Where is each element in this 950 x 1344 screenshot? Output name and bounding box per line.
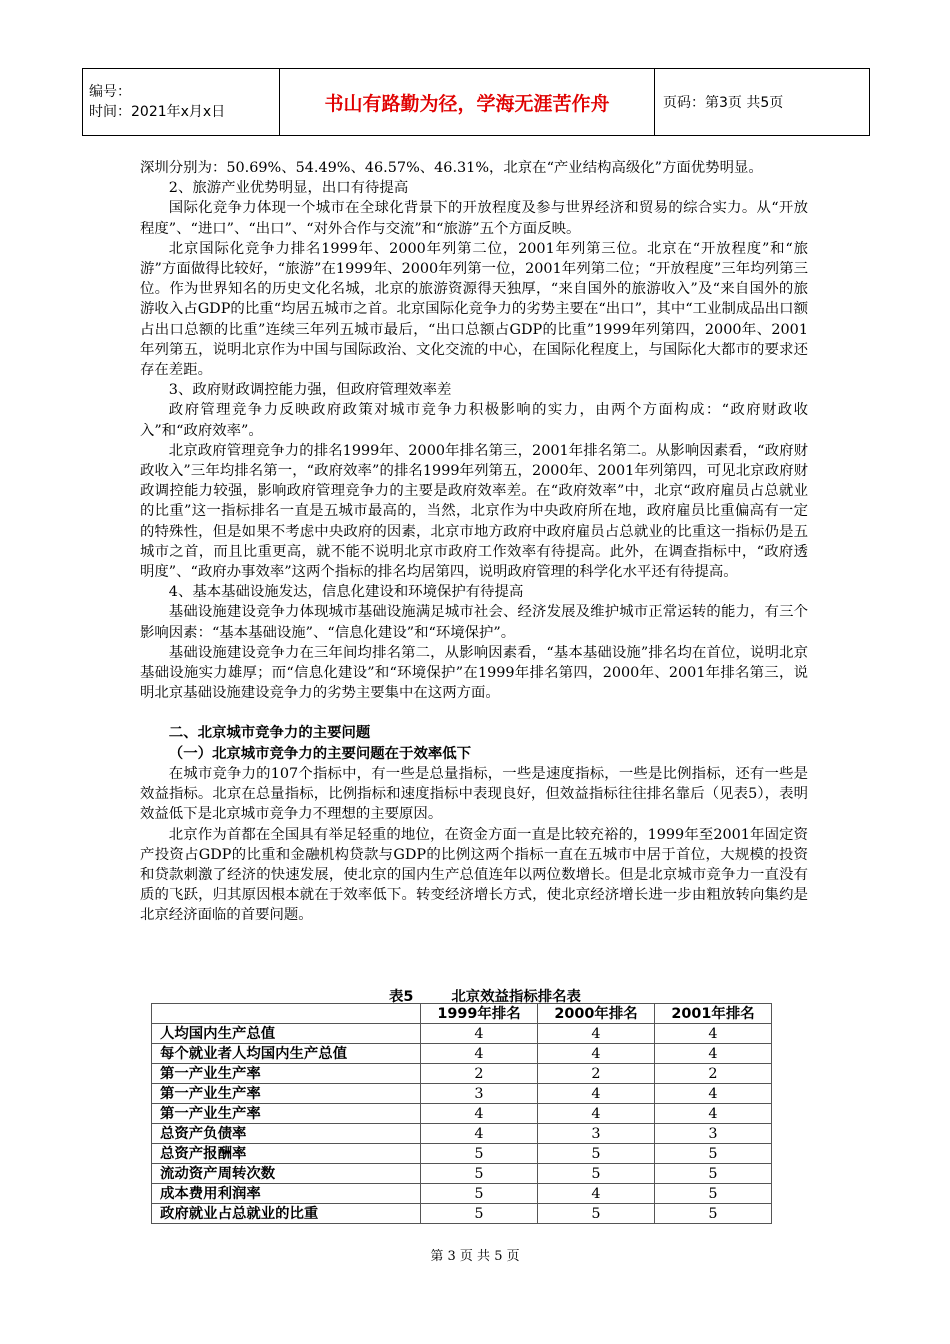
- rank-cell: 2: [538, 1064, 655, 1084]
- subsection-heading: （一）北京城市竞争力的主要问题在于效率低下: [168, 745, 472, 762]
- rank-cell: 5: [655, 1144, 772, 1164]
- header-time: 时间：2021年x月x日: [89, 104, 226, 120]
- row-label: 第一产业生产率: [152, 1104, 421, 1124]
- row-label: 总资产报酬率: [152, 1144, 421, 1164]
- rank-cell: 5: [421, 1184, 538, 1204]
- table-row: [152, 1144, 772, 1164]
- rank-cell: 4: [538, 1184, 655, 1204]
- row-label: 人均国内生产总值: [152, 1024, 421, 1044]
- efficiency-ranking-table: [151, 1003, 772, 1224]
- paragraph: 2、旅游产业优势明显，出口有待提高: [168, 180, 409, 197]
- paragraph: 3、政府财政调控能力强，但政府管理效率差: [168, 382, 452, 399]
- rank-cell: 5: [538, 1164, 655, 1184]
- table-title: 北京效益指标排名表: [451, 989, 581, 1005]
- row-label: 第一产业生产率: [152, 1084, 421, 1104]
- rank-cell: 3: [655, 1124, 772, 1144]
- rank-cell: 4: [421, 1104, 538, 1124]
- paragraph: 北京国际化竞争力排名1999年、2000年列第二位，2001年列第三位。北京在“开放程度”和“旅游”方面做得比较好，“旅游”在1999年、2000年列第一位，2001年列第二位；“开放程度”三年均列第三位。作为世界知名的历史文化名城，北京的旅游资源得天独厚，“来自国外的旅游收入”及“来自国外的旅游收入占GDP的比重“均居五城市之首。北京国际化竞争力的劣势主要在“出口”，其中“工业制成品出口额占出口总额的比重”连续三年列五城市最后，“出口总额占GDP的比重”1999年列第四，2000年、2001年列第五，说明北京作为中国与国际政治、文化交流的中心，在国际化程度上，与国际化大都市的要求还存在差距。: [140, 240, 808, 379]
- row-label: 第一产业生产率: [152, 1064, 421, 1084]
- table-row: [152, 1064, 772, 1084]
- table-row: [152, 1184, 772, 1204]
- rank-cell: 4: [538, 1084, 655, 1104]
- rank-cell: 2: [421, 1064, 538, 1084]
- rank-cell: 4: [421, 1124, 538, 1144]
- rank-cell: 4: [538, 1024, 655, 1044]
- table-row: [152, 1204, 772, 1224]
- rank-cell: 5: [655, 1184, 772, 1204]
- paragraph: 国际化竞争力体现一个城市在全球化背景下的开放程度及参与世界经济和贸易的综合实力。从“开放程度”、“进口”、“出口”、“对外合作与交流”和“旅游”五个方面反映。: [140, 200, 808, 237]
- rank-cell: 4: [421, 1044, 538, 1064]
- rank-cell: 4: [655, 1084, 772, 1104]
- row-label: 总资产负债率: [152, 1124, 421, 1144]
- document-body: [140, 158, 808, 926]
- table-row: [152, 1104, 772, 1124]
- header-page-info: 页码：第3页 共5页: [655, 69, 870, 136]
- rank-cell: 4: [538, 1044, 655, 1064]
- table-row: [152, 1084, 772, 1104]
- table-row: [152, 1044, 772, 1064]
- rank-cell: 3: [421, 1084, 538, 1104]
- section-heading: 二、北京城市竞争力的主要问题: [168, 725, 371, 742]
- rank-cell: 4: [421, 1024, 538, 1044]
- header-motto: 书山有路勤为径，学海无涯苦作舟: [280, 69, 655, 136]
- rank-cell: 4: [655, 1104, 772, 1124]
- rank-cell: 5: [421, 1204, 538, 1224]
- paragraph: 基础设施建设竞争力在三年间均排名第二，从影响因素看，“基本基础设施”排名均在首位，说明北京基础设施实力雄厚；而“信息化建设”和“环境保护”在1999年排名第四，2000年、2001年排名第三，说明北京基础设施建设竞争力的劣势主要集中在这两方面。: [140, 644, 808, 702]
- page-footer: 第 3 页 共 5 页: [430, 1249, 520, 1264]
- rank-cell: 4: [655, 1044, 772, 1064]
- row-label: 每个就业者人均国内生产总值: [152, 1044, 421, 1064]
- table-header-cell: 2000年排名: [538, 1004, 655, 1024]
- header-meta: [83, 69, 280, 136]
- rank-cell: 5: [538, 1204, 655, 1224]
- paragraph: 在城市竞争力的107个指标中，有一些是总量指标，一些是速度指标，一些是比例指标，还有一些是效益指标。北京在总量指标，比例指标和速度指标中表现良好，但效益指标往往排名靠后（见表5），表明效益低下是北京城市竞争力不理想的主要原因。: [140, 765, 808, 823]
- table-header-row: [152, 1004, 772, 1024]
- table-number: 表5: [389, 989, 414, 1005]
- paragraph: 4、基本基础设施发达，信息化建设和环境保护有待提高: [168, 584, 524, 601]
- paragraph: 北京作为首都在全国具有举足轻重的地位，在资金方面一直是比较充裕的，1999年至2001年固定资产投资占GDP的比重和金融机构贷款与GDP的比例这两个指标一直在五城市中居于首位，大规模的投资和贷款刺激了经济的快速发展，使北京的国内生产总值连年以两位数增长。但是北京城市竞争力一直没有质的飞跃，归其原因根本就在于效率低下。转变经济增长方式，使北京经济增长进一步由粗放转向集约是北京经济面临的首要问题。: [140, 826, 808, 924]
- rank-cell: 2: [655, 1064, 772, 1084]
- table-row: [152, 1024, 772, 1044]
- rank-cell: 5: [421, 1164, 538, 1184]
- rank-cell: 5: [538, 1144, 655, 1164]
- table-row: [152, 1164, 772, 1184]
- rank-cell: 3: [538, 1124, 655, 1144]
- table-header-cell: 2001年排名: [655, 1004, 772, 1024]
- rank-cell: 5: [655, 1204, 772, 1224]
- table-header-cell: 1999年排名: [421, 1004, 538, 1024]
- rank-cell: 5: [655, 1164, 772, 1184]
- paragraph: 北京政府管理竞争力的排名1999年、2000年排名第三，2001年排名第二。从影响因素看，“政府财政收入”三年均排名第一，“政府效率”的排名1999年列第五，2000年、2001年列第四，可见北京政府财政调控能力较强，影响政府管理竞争力的主要是政府效率差。在“政府效率”中，北京“政府雇员占总就业的比重”这一指标排名一直是五城市最高的，当然，北京作为中央政府所在地，政府雇员比重偏高有一定的特殊性，但是如果不考虑中央政府的因素，北京市地方政府中政府雇员占总就业的比重这一指标仍是五城市之首，而且比重更高，就不能不说明北京市政府工作效率有待提高。此外，在调查指标中，“政府透明度”、“政府办事效率”这两个指标的排名均居第四，说明政府管理的科学化水平还有待提高。: [140, 442, 808, 581]
- rank-cell: 5: [421, 1144, 538, 1164]
- paragraph: 基础设施建设竞争力体现城市基础设施满足城市社会、经济发展及维护城市正常运转的能力，有三个影响因素：“基本基础设施”、“信息化建设”和“环境保护”。: [140, 604, 808, 641]
- row-label: 成本费用利润率: [152, 1184, 421, 1204]
- rank-cell: 4: [538, 1104, 655, 1124]
- header-number: 编号：: [89, 84, 131, 100]
- paragraph: 深圳分别为：50.69%、54.49%、46.57%、46.31%，北京在“产业结构高级化”方面优势明显。: [140, 160, 763, 176]
- page-header: [82, 68, 870, 136]
- table-header-cell: [152, 1004, 421, 1024]
- table-row: [152, 1124, 772, 1144]
- row-label: 政府就业占总就业的比重: [152, 1204, 421, 1224]
- rank-cell: 4: [655, 1024, 772, 1044]
- row-label: 流动资产周转次数: [152, 1164, 421, 1184]
- paragraph: 政府管理竞争力反映政府政策对城市竞争力积极影响的实力，由两个方面构成：“政府财政收入”和“政府效率”。: [140, 402, 808, 439]
